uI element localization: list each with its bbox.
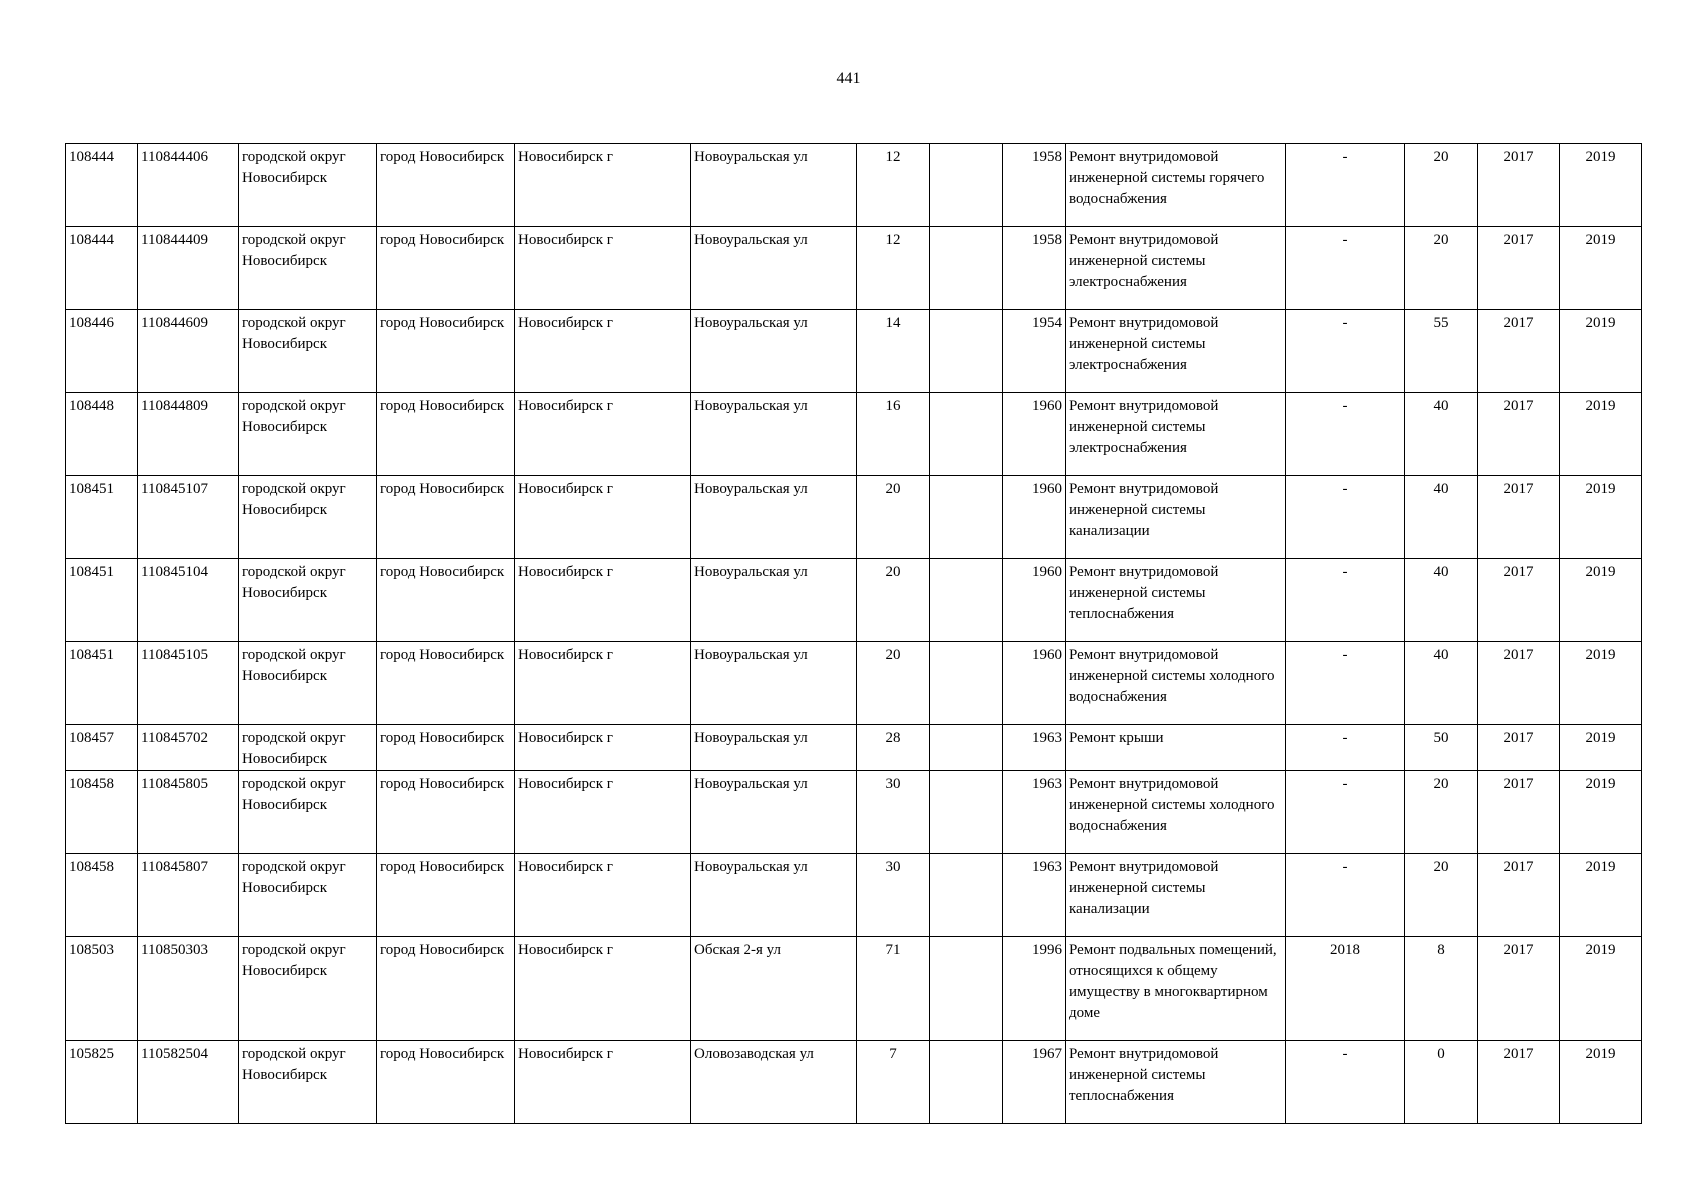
district-cell: городской округ Новосибирск <box>239 854 377 937</box>
building-cell <box>930 310 1003 393</box>
building-cell <box>930 476 1003 559</box>
table-row <box>66 854 1642 937</box>
building-cell <box>930 937 1003 1041</box>
building-cell <box>930 854 1003 937</box>
building-cell <box>930 642 1003 725</box>
end-year-cell: 2019 <box>1560 1041 1642 1124</box>
district-cell: городской округ Новосибирск <box>239 476 377 559</box>
street-cell: Оловозаводская ул <box>691 1041 857 1124</box>
settlement-cell: город Новосибирск <box>377 144 515 227</box>
building-cell <box>930 771 1003 854</box>
house-number-cell: 20 <box>857 476 930 559</box>
work-type-cell: Ремонт внутридомовой инженерной системы теплоснабжения <box>1066 1041 1286 1124</box>
table-row <box>66 144 1642 227</box>
wear-cell: 40 <box>1405 642 1478 725</box>
street-cell: Новоуральская ул <box>691 642 857 725</box>
building-cell <box>930 559 1003 642</box>
settlement-cell: город Новосибирск <box>377 937 515 1041</box>
street-cell: Новоуральская ул <box>691 393 857 476</box>
house-number-cell: 12 <box>857 227 930 310</box>
build-year-cell: 1960 <box>1003 559 1066 642</box>
work-code-cell: 110844609 <box>138 310 239 393</box>
district-cell: городской округ Новосибирск <box>239 725 377 771</box>
last-repair-cell: - <box>1286 310 1405 393</box>
house-number-cell: 30 <box>857 854 930 937</box>
wear-cell: 50 <box>1405 725 1478 771</box>
page-number: 441 <box>836 70 861 87</box>
house-number-cell: 20 <box>857 642 930 725</box>
work-type-cell: Ремонт внутридомовой инженерной системы канализации <box>1066 476 1286 559</box>
settlement-cell: город Новосибирск <box>377 771 515 854</box>
last-repair-cell: - <box>1286 144 1405 227</box>
end-year-cell: 2019 <box>1560 476 1642 559</box>
build-year-cell: 1958 <box>1003 227 1066 310</box>
settlement-cell: город Новосибирск <box>377 227 515 310</box>
locality-cell: Новосибирск г <box>515 1041 691 1124</box>
work-type-cell: Ремонт внутридомовой инженерной системы холодного водоснабжения <box>1066 642 1286 725</box>
settlement-cell: город Новосибирск <box>377 559 515 642</box>
table-row <box>66 1041 1642 1124</box>
last-repair-cell: 2018 <box>1286 937 1405 1041</box>
house-id-cell: 108458 <box>66 854 138 937</box>
last-repair-cell: - <box>1286 725 1405 771</box>
street-cell: Новоуральская ул <box>691 310 857 393</box>
settlement-cell: город Новосибирск <box>377 642 515 725</box>
table-body <box>66 144 1642 1124</box>
last-repair-cell: - <box>1286 476 1405 559</box>
work-type-cell: Ремонт внутридомовой инженерной системы горячего водоснабжения <box>1066 144 1286 227</box>
work-code-cell: 110845104 <box>138 559 239 642</box>
wear-cell: 20 <box>1405 227 1478 310</box>
district-cell: городской округ Новосибирск <box>239 227 377 310</box>
work-type-cell: Ремонт внутридомовой инженерной системы канализации <box>1066 854 1286 937</box>
street-cell: Новоуральская ул <box>691 227 857 310</box>
start-year-cell: 2017 <box>1478 310 1560 393</box>
settlement-cell: город Новосибирск <box>377 393 515 476</box>
work-type-cell: Ремонт внутридомовой инженерной системы холодного водоснабжения <box>1066 771 1286 854</box>
last-repair-cell: - <box>1286 393 1405 476</box>
build-year-cell: 1954 <box>1003 310 1066 393</box>
wear-cell: 40 <box>1405 559 1478 642</box>
start-year-cell: 2017 <box>1478 854 1560 937</box>
house-id-cell: 108458 <box>66 771 138 854</box>
building-cell <box>930 1041 1003 1124</box>
start-year-cell: 2017 <box>1478 559 1560 642</box>
end-year-cell: 2019 <box>1560 310 1642 393</box>
build-year-cell: 1996 <box>1003 937 1066 1041</box>
locality-cell: Новосибирск г <box>515 559 691 642</box>
work-type-cell: Ремонт внутридомовой инженерной системы электроснабжения <box>1066 393 1286 476</box>
house-number-cell: 14 <box>857 310 930 393</box>
district-cell: городской округ Новосибирск <box>239 559 377 642</box>
house-id-cell: 108448 <box>66 393 138 476</box>
work-code-cell: 110845807 <box>138 854 239 937</box>
district-cell: городской округ Новосибирск <box>239 771 377 854</box>
house-id-cell: 108446 <box>66 310 138 393</box>
settlement-cell: город Новосибирск <box>377 725 515 771</box>
wear-cell: 20 <box>1405 854 1478 937</box>
end-year-cell: 2019 <box>1560 144 1642 227</box>
building-cell <box>930 144 1003 227</box>
build-year-cell: 1967 <box>1003 1041 1066 1124</box>
house-number-cell: 16 <box>857 393 930 476</box>
house-id-cell: 108444 <box>66 144 138 227</box>
house-id-cell: 108503 <box>66 937 138 1041</box>
table-row <box>66 559 1642 642</box>
locality-cell: Новосибирск г <box>515 937 691 1041</box>
house-id-cell: 105825 <box>66 1041 138 1124</box>
build-year-cell: 1963 <box>1003 854 1066 937</box>
street-cell: Новоуральская ул <box>691 144 857 227</box>
locality-cell: Новосибирск г <box>515 476 691 559</box>
wear-cell: 20 <box>1405 144 1478 227</box>
street-cell: Обская 2-я ул <box>691 937 857 1041</box>
district-cell: городской округ Новосибирск <box>239 144 377 227</box>
start-year-cell: 2017 <box>1478 937 1560 1041</box>
work-code-cell: 110845107 <box>138 476 239 559</box>
work-code-cell: 110582504 <box>138 1041 239 1124</box>
end-year-cell: 2019 <box>1560 393 1642 476</box>
end-year-cell: 2019 <box>1560 642 1642 725</box>
table-row <box>66 310 1642 393</box>
locality-cell: Новосибирск г <box>515 393 691 476</box>
district-cell: городской округ Новосибирск <box>239 642 377 725</box>
end-year-cell: 2019 <box>1560 937 1642 1041</box>
house-number-cell: 12 <box>857 144 930 227</box>
district-cell: городской округ Новосибирск <box>239 1041 377 1124</box>
work-code-cell: 110845805 <box>138 771 239 854</box>
build-year-cell: 1960 <box>1003 393 1066 476</box>
work-type-cell: Ремонт внутридомовой инженерной системы теплоснабжения <box>1066 559 1286 642</box>
wear-cell: 40 <box>1405 393 1478 476</box>
locality-cell: Новосибирск г <box>515 854 691 937</box>
house-number-cell: 71 <box>857 937 930 1041</box>
last-repair-cell: - <box>1286 227 1405 310</box>
street-cell: Новоуральская ул <box>691 771 857 854</box>
table-row <box>66 476 1642 559</box>
district-cell: городской округ Новосибирск <box>239 937 377 1041</box>
start-year-cell: 2017 <box>1478 476 1560 559</box>
table-row <box>66 725 1642 771</box>
building-cell <box>930 725 1003 771</box>
house-number-cell: 30 <box>857 771 930 854</box>
wear-cell: 8 <box>1405 937 1478 1041</box>
locality-cell: Новосибирск г <box>515 725 691 771</box>
locality-cell: Новосибирск г <box>515 227 691 310</box>
start-year-cell: 2017 <box>1478 771 1560 854</box>
build-year-cell: 1963 <box>1003 771 1066 854</box>
work-type-cell: Ремонт внутридомовой инженерной системы электроснабжения <box>1066 310 1286 393</box>
end-year-cell: 2019 <box>1560 854 1642 937</box>
last-repair-cell: - <box>1286 559 1405 642</box>
build-year-cell: 1963 <box>1003 725 1066 771</box>
work-type-cell: Ремонт внутридомовой инженерной системы электроснабжения <box>1066 227 1286 310</box>
repair-register-table <box>65 143 1642 1124</box>
last-repair-cell: - <box>1286 642 1405 725</box>
house-id-cell: 108444 <box>66 227 138 310</box>
work-code-cell: 110845702 <box>138 725 239 771</box>
wear-cell: 0 <box>1405 1041 1478 1124</box>
wear-cell: 20 <box>1405 771 1478 854</box>
locality-cell: Новосибирск г <box>515 310 691 393</box>
wear-cell: 40 <box>1405 476 1478 559</box>
end-year-cell: 2019 <box>1560 227 1642 310</box>
settlement-cell: город Новосибирск <box>377 310 515 393</box>
settlement-cell: город Новосибирск <box>377 476 515 559</box>
table-row <box>66 937 1642 1041</box>
table-row <box>66 227 1642 310</box>
last-repair-cell: - <box>1286 1041 1405 1124</box>
building-cell <box>930 227 1003 310</box>
settlement-cell: город Новосибирск <box>377 1041 515 1124</box>
last-repair-cell: - <box>1286 771 1405 854</box>
district-cell: городской округ Новосибирск <box>239 310 377 393</box>
start-year-cell: 2017 <box>1478 725 1560 771</box>
district-cell: городской округ Новосибирск <box>239 393 377 476</box>
start-year-cell: 2017 <box>1478 642 1560 725</box>
work-code-cell: 110844809 <box>138 393 239 476</box>
start-year-cell: 2017 <box>1478 393 1560 476</box>
street-cell: Новоуральская ул <box>691 559 857 642</box>
table-row <box>66 642 1642 725</box>
work-code-cell: 110845105 <box>138 642 239 725</box>
locality-cell: Новосибирск г <box>515 642 691 725</box>
last-repair-cell: - <box>1286 854 1405 937</box>
end-year-cell: 2019 <box>1560 559 1642 642</box>
house-id-cell: 108451 <box>66 559 138 642</box>
end-year-cell: 2019 <box>1560 725 1642 771</box>
street-cell: Новоуральская ул <box>691 854 857 937</box>
end-year-cell: 2019 <box>1560 771 1642 854</box>
work-code-cell: 110844406 <box>138 144 239 227</box>
work-type-cell: Ремонт крыши <box>1066 725 1286 771</box>
building-cell <box>930 393 1003 476</box>
house-number-cell: 7 <box>857 1041 930 1124</box>
house-id-cell: 108457 <box>66 725 138 771</box>
table-row <box>66 771 1642 854</box>
street-cell: Новоуральская ул <box>691 476 857 559</box>
table-row <box>66 393 1642 476</box>
settlement-cell: город Новосибирск <box>377 854 515 937</box>
house-id-cell: 108451 <box>66 476 138 559</box>
locality-cell: Новосибирск г <box>515 144 691 227</box>
build-year-cell: 1960 <box>1003 642 1066 725</box>
start-year-cell: 2017 <box>1478 144 1560 227</box>
start-year-cell: 2017 <box>1478 1041 1560 1124</box>
work-code-cell: 110844409 <box>138 227 239 310</box>
house-number-cell: 28 <box>857 725 930 771</box>
work-type-cell: Ремонт подвальных помещений, относящихся к общему имуществу в многоквартирном доме <box>1066 937 1286 1041</box>
locality-cell: Новосибирск г <box>515 771 691 854</box>
house-id-cell: 108451 <box>66 642 138 725</box>
street-cell: Новоуральская ул <box>691 725 857 771</box>
build-year-cell: 1960 <box>1003 476 1066 559</box>
house-number-cell: 20 <box>857 559 930 642</box>
build-year-cell: 1958 <box>1003 144 1066 227</box>
work-code-cell: 110850303 <box>138 937 239 1041</box>
wear-cell: 55 <box>1405 310 1478 393</box>
start-year-cell: 2017 <box>1478 227 1560 310</box>
